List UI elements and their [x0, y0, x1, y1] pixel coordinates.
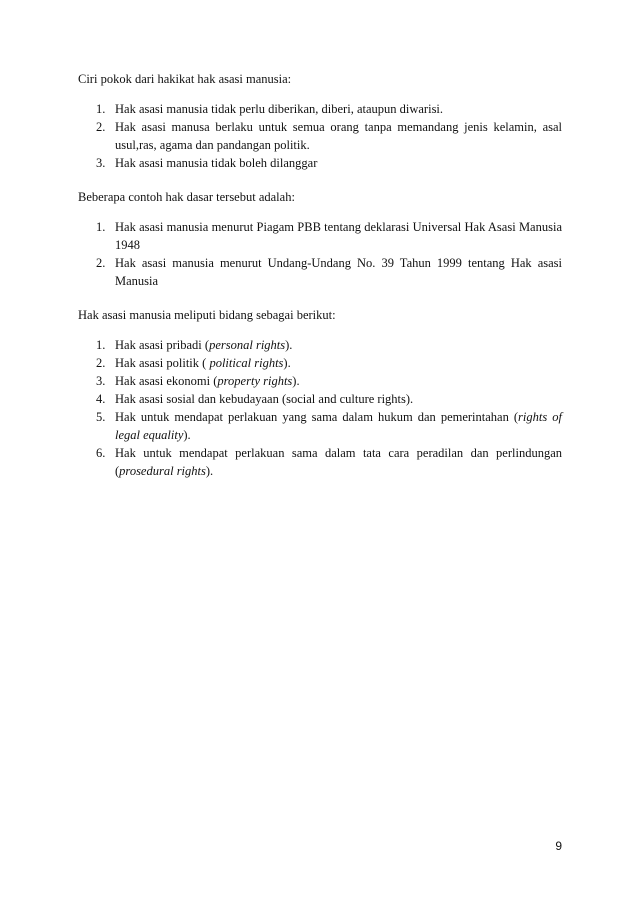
- text-run: Hak untuk mendapat perlakuan sama dalam tata cara peradilan dan perlindungan (: [115, 446, 562, 478]
- list-item: [78, 254, 562, 290]
- page-number: 9: [555, 839, 562, 853]
- text-run: Hak asasi manusa berlaku untuk semua orang tanpa memandang jenis kelamin, asal usul,ras, agama dan pandangan politik.: [115, 120, 562, 152]
- list-item: [78, 444, 562, 480]
- list-text: [115, 392, 413, 406]
- list-text: [115, 256, 562, 288]
- list-item: [78, 154, 562, 172]
- list-text: [115, 102, 443, 116]
- text-run: Hak asasi manusia menurut Piagam PBB tentang deklarasi Universal Hak Asasi Manusia 1948: [115, 220, 562, 252]
- text-run: Hak untuk mendapat perlakuan yang sama dalam hukum dan pemerintahan (: [115, 410, 519, 424]
- list-number: 1.: [96, 338, 106, 352]
- list-number: 2.: [96, 120, 106, 134]
- list-number: 5.: [96, 410, 106, 424]
- section-intro: Hak asasi manusia meliputi bidang sebagai berikut:: [78, 308, 336, 322]
- numbered-list: [78, 100, 562, 172]
- text-run: Hak asasi manusia tidak boleh dilanggar: [115, 156, 318, 170]
- list-item: [78, 218, 562, 254]
- list-text: [115, 410, 562, 442]
- text-run: ).: [205, 464, 214, 478]
- text-run: ).: [285, 338, 293, 352]
- english-term: property rights: [217, 374, 293, 388]
- list-number: 1.: [96, 220, 106, 234]
- english-term: political rights: [209, 356, 284, 370]
- list-number: 6.: [96, 446, 106, 460]
- english-term: personal rights: [209, 338, 286, 352]
- page-content: [78, 70, 562, 496]
- text-run: Hak asasi pribadi (: [115, 338, 210, 352]
- list-item: [78, 372, 562, 390]
- text-run: Hak asasi politik (: [115, 356, 210, 370]
- list-item: [78, 354, 562, 372]
- list-number: 3.: [96, 374, 106, 388]
- list-number: 2.: [96, 256, 106, 270]
- list-text: [115, 220, 562, 252]
- numbered-list: [78, 336, 562, 480]
- text-run: ).: [292, 374, 300, 388]
- list-number: 2.: [96, 356, 106, 370]
- section-intro: Ciri pokok dari hakikat hak asasi manusia:: [78, 72, 292, 86]
- english-term: prosedural rights: [119, 464, 206, 478]
- section-intro: Beberapa contoh hak dasar tersebut adalah:: [78, 190, 295, 204]
- text-run: Hak asasi sosial dan kebudayaan (social and culture rights).: [115, 392, 414, 406]
- list-number: 1.: [96, 102, 106, 116]
- text-run: Hak asasi ekonomi (: [115, 374, 218, 388]
- list-item: [78, 408, 562, 444]
- list-text: [115, 446, 562, 478]
- list-text: [115, 356, 291, 370]
- list-item: [78, 390, 562, 408]
- list-item: [78, 118, 562, 154]
- list-item: [78, 100, 562, 118]
- list-text: [115, 374, 300, 388]
- text-run: Hak asasi manusia menurut Undang-Undang No. 39 Tahun 1999 tentang Hak asasi Manusia: [115, 256, 562, 288]
- list-text: [115, 120, 562, 152]
- text-run: ).: [183, 428, 191, 442]
- numbered-list: [78, 218, 562, 290]
- list-text: [115, 156, 317, 170]
- list-text: [115, 338, 292, 352]
- text-run: ).: [283, 356, 291, 370]
- text-run: Hak asasi manusia tidak perlu diberikan, diberi, ataupun diwarisi.: [115, 102, 444, 116]
- list-number: 4.: [96, 392, 106, 406]
- list-item: [78, 336, 562, 354]
- list-number: 3.: [96, 156, 106, 170]
- english-term: rights of legal equality: [115, 410, 562, 442]
